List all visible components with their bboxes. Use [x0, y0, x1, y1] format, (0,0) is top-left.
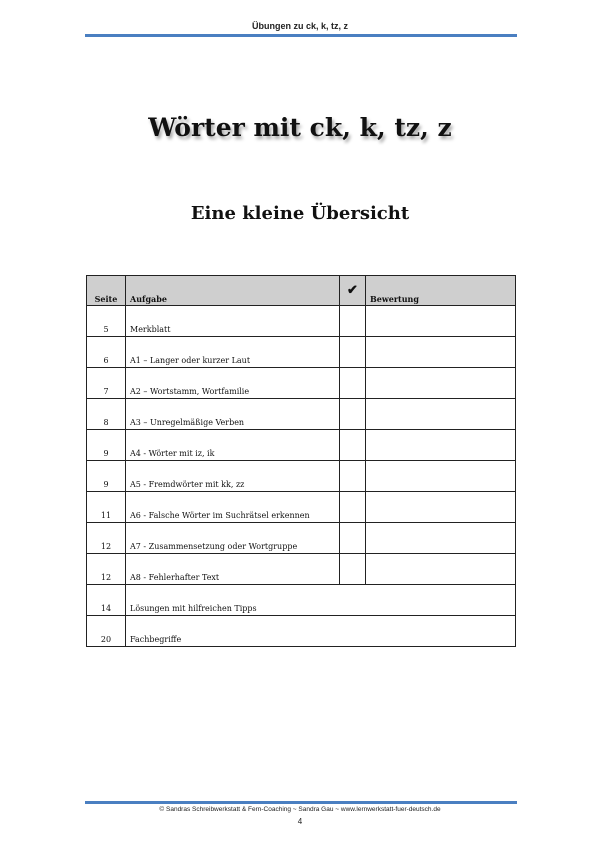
row-page-number: 7 — [87, 368, 126, 399]
row-page-number: 12 — [87, 554, 126, 585]
column-header-task: Aufgabe — [126, 276, 340, 306]
row-check-cell[interactable] — [340, 306, 366, 337]
column-header-page: Seite — [87, 276, 126, 306]
row-check-cell[interactable] — [340, 554, 366, 585]
table-row — [87, 554, 516, 585]
table-row — [87, 306, 516, 337]
row-page-number: 12 — [87, 523, 126, 554]
row-task: A1 – Langer oder kurzer Laut — [126, 337, 340, 368]
row-rating-cell[interactable] — [366, 306, 516, 337]
row-check-cell[interactable] — [340, 337, 366, 368]
row-rating-cell[interactable] — [366, 430, 516, 461]
checkmark-icon: ✔ — [340, 276, 366, 306]
row-task: A4 - Wörter mit iz, ik — [126, 430, 340, 461]
row-task: Merkblatt — [126, 306, 340, 337]
row-rating-cell[interactable] — [366, 368, 516, 399]
row-task: A5 - Fremdwörter mit kk, zz — [126, 461, 340, 492]
page-number: 4 — [297, 817, 303, 826]
row-task: A6 - Falsche Wörter im Suchrätsel erkennen — [126, 492, 340, 523]
header-rule — [85, 34, 517, 37]
row-check-cell[interactable] — [340, 492, 366, 523]
row-page-number: 9 — [87, 461, 126, 492]
row-check-cell[interactable] — [340, 368, 366, 399]
row-page-number: 20 — [87, 616, 126, 647]
row-rating-cell[interactable] — [366, 399, 516, 430]
row-page-number: 14 — [87, 585, 126, 616]
table-header-row — [87, 276, 516, 306]
row-task: A2 – Wortstamm, Wortfamilie — [126, 368, 340, 399]
table-row — [87, 461, 516, 492]
row-task: A3 – Unregelmäßige Verben — [126, 399, 340, 430]
row-rating-cell[interactable] — [366, 461, 516, 492]
table-row — [87, 523, 516, 554]
table-row — [87, 337, 516, 368]
table-row — [87, 585, 516, 616]
row-check-cell[interactable] — [340, 461, 366, 492]
table-row — [87, 492, 516, 523]
table-row — [87, 399, 516, 430]
table-row — [87, 368, 516, 399]
row-page-number: 11 — [87, 492, 126, 523]
row-page-number: 8 — [87, 399, 126, 430]
table-row — [87, 616, 516, 647]
page-header-title: Übungen zu ck, k, tz, z — [251, 21, 348, 31]
row-page-number: 9 — [87, 430, 126, 461]
footer-copyright: © Sandras Schreibwerkstatt & Fern-Coaching ~ Sandra Gau ~ www.lernwerkstatt-fuer-deutsch.de — [159, 806, 441, 813]
overview-table — [86, 275, 516, 647]
row-task: Lösungen mit hilfreichen Tipps — [126, 585, 516, 616]
row-check-cell[interactable] — [340, 430, 366, 461]
row-task: Fachbegriffe — [126, 616, 516, 647]
table-body — [87, 306, 516, 647]
row-rating-cell[interactable] — [366, 523, 516, 554]
row-check-cell[interactable] — [340, 523, 366, 554]
row-rating-cell[interactable] — [366, 492, 516, 523]
page-subtitle: Eine kleine Übersicht — [190, 203, 410, 224]
column-header-rating: Bewertung — [366, 276, 516, 306]
row-rating-cell[interactable] — [366, 337, 516, 368]
row-check-cell[interactable] — [340, 399, 366, 430]
row-page-number: 6 — [87, 337, 126, 368]
table-row — [87, 430, 516, 461]
row-task: A8 - Fehlerhafter Text — [126, 554, 340, 585]
row-task: A7 - Zusammensetzung oder Wortgruppe — [126, 523, 340, 554]
row-page-number: 5 — [87, 306, 126, 337]
footer-rule — [85, 801, 517, 804]
page-title: Wörter mit ck, k, tz, z — [148, 113, 452, 142]
row-rating-cell[interactable] — [366, 554, 516, 585]
